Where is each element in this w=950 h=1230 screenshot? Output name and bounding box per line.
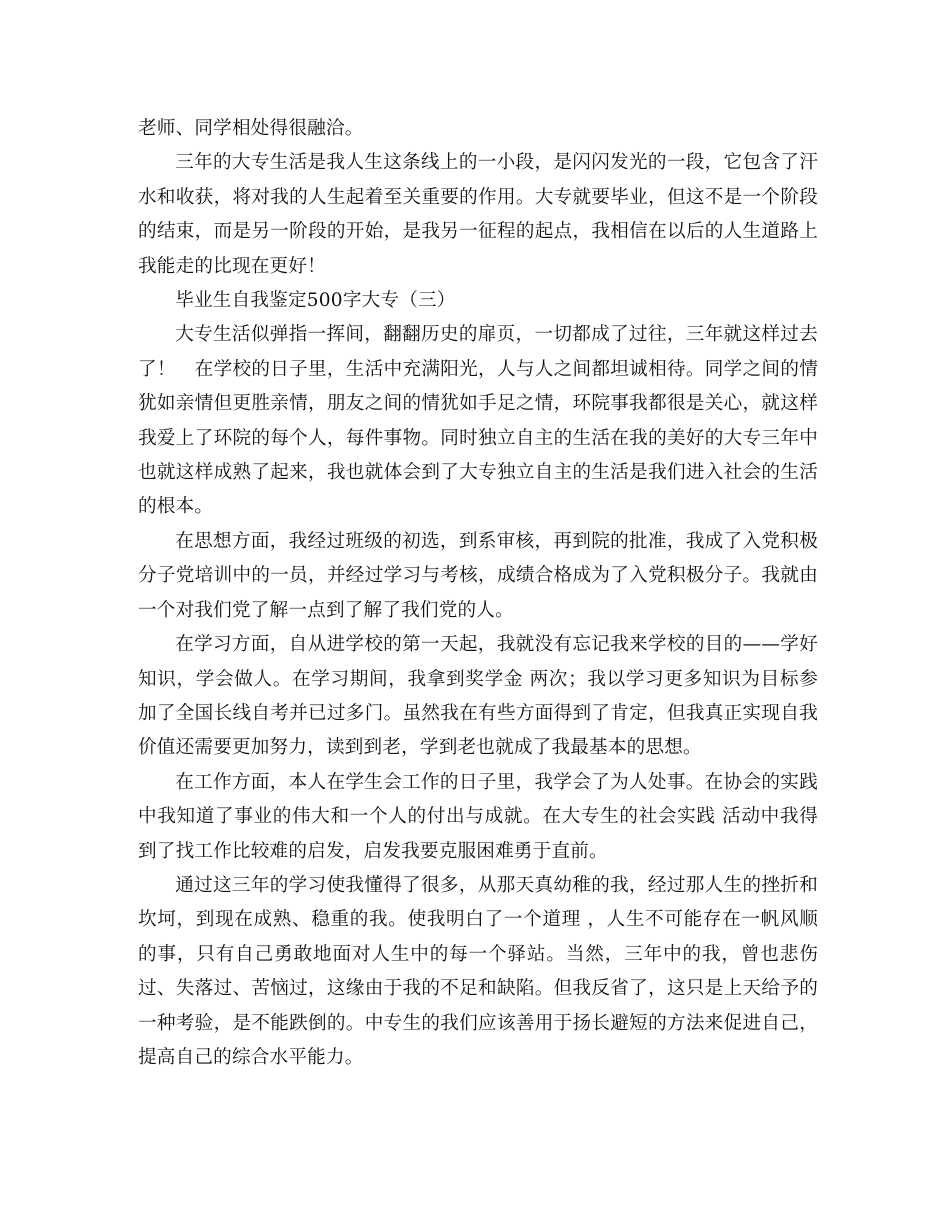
document-body xyxy=(138,112,818,1075)
paragraph-4: 在思想方面，我经过班级的初选，到系审核，再到院的批准，我成了入党积极分子党培训中的一员，并经过学习与考核，成绩合格成为了入党积极分子。我就由一个对我们党了解一点到了解了我们党的人。 xyxy=(138,530,818,621)
paragraph-5: 在学习方面，自从进学校的第一天起，我就没有忘记我来学校的目的——学好知识，学会做人。在学习期间，我拿到奖学金 两次；我以学习更多知识为目标参加了全国长线自考并已过多门。虽然我在有些方面得到了肯定，但我真正实现自我价值还需要更加努力，读到到老，学到老也就成了我最基本的思想。 xyxy=(138,634,818,759)
paragraph-1: 老师、同学相处得很融洽。 xyxy=(138,118,364,139)
paragraph-7: 通过这三年的学习使我懂得了很多，从那天真幼稚的我，经过那人生的挫折和坎坷，到现在成熟、稳重的我。使我明白了一个道理 ，人生不可能存在一帆风顺的事，只有自己勇敢地面对人生中的每一个驿站。当然，三年中的我，曾也悲伤过、失落过、苦恼过，这缘由于我的不足和缺陷。但我反省了，这只是上天给予的一种考验，是不能跌倒的。中专生的我们应该善用于扬长避短的方法来促进自己，提高自己的综合水平能力。 xyxy=(138,874,818,1068)
section-heading: 毕业生自我鉴定500字大专（三） xyxy=(175,290,456,312)
paragraph-3: 大专生活似弹指一挥间，翻翻历史的扉页，一切都成了过往，三年就这样过去了！ 在学校的日子里，生活中充满阳光，人与人之间都坦诚相待。同学之间的情犹如亲情但更胜亲情，朋友之间的情犹如手足之情，环院事我都很是关心，就这样我爱上了环院的每个人，每件事物。同时独立自主的生活在我的美好的大专三年中也就这样成熟了起来，我也就体会到了大专独立自主的生活是我们进入社会的生活的根本。 xyxy=(138,324,818,518)
paragraph-6: 在工作方面，本人在学生会工作的日子里，我学会了为人处事。在协会的实践中我知道了事业的伟大和一个人的付出与成就。在大专生的社会实践 活动中我得到了找工作比较难的启发，启发我要克服困难勇于直前。 xyxy=(138,771,818,862)
paragraph-2: 三年的大专生活是我人生这条线上的一小段，是闪闪发光的一段，它包含了汗水和收获，将对我的人生起着至关重要的作用。大专就要毕业，但这不是一个阶段的结束，而是另一阶段的开始，是我另一征程的起点，我相信在以后的人生道路上我能走的比现在更好！ xyxy=(138,152,818,277)
